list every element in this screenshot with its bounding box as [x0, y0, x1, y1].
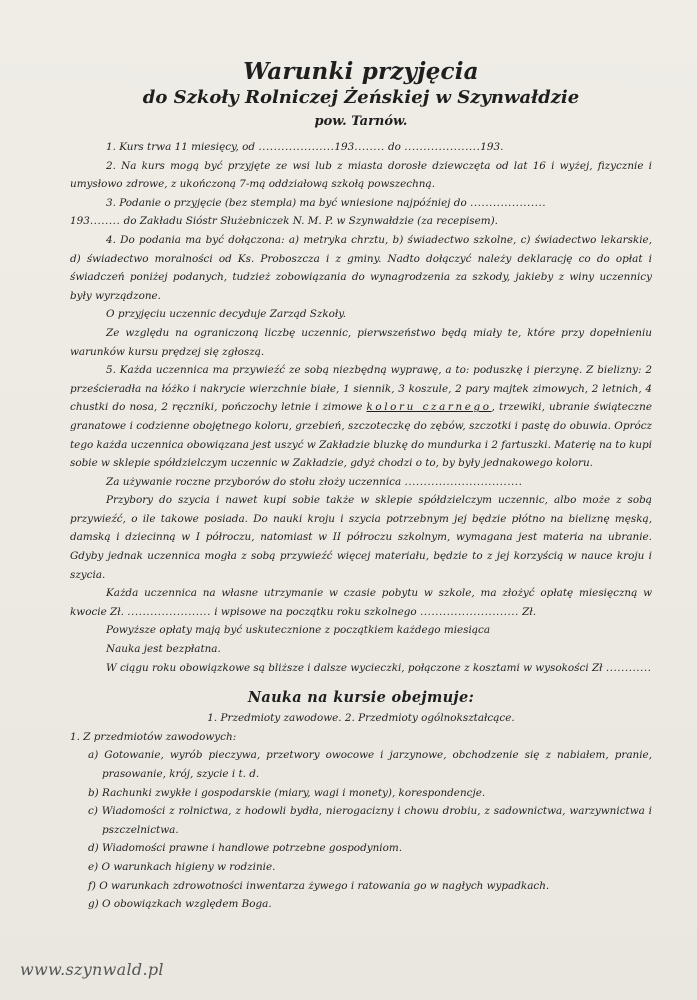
list-item: c) Wiadomości z rolnictwa, z hodowli bydła, nierogacizny i chowu drobiu, z sadownictwa, warzywnictwa i pszczelnictwa.: [88, 805, 652, 836]
list-heading: 1. Z przedmiotów zawodowych:: [70, 730, 237, 743]
paragraph-sewing: Przybory do szycia i nawet kupi sobie także w sklepie spółdzielczym uczennic, albo może z sobą przywieźć, o ile takowe posiada. Do nauki kroju i szycia potrzebnym jej będzie płótno na bieliznę męską, damską i dziecinną w I półroczu, natomiast w II półroczu szkolnym, wymagana jest materia na ubranie. Gdyby jednak uczennica mogła z sobą przywieźć więcej materiału, będzie to z jej korzyścią w nauce kroju i szycia.: [70, 494, 652, 581]
p7-text-a: 5. Każda uczennica ma przywieźć ze sobą niezbędną wyprawę, a to: poduszkę i pierzynę. Z bielizny: 2 prześcieradła na łóżko i nakrycie wierzchnie białe, 1 siennik, 3 koszule, 2 pary majtek zimowych, 2 letnich, 4 chustki do nosa, 2 ręczniki, pończochy letnie i zimowe: [70, 364, 652, 414]
list-item: g) O obowiązkach względem Boga.: [88, 898, 272, 911]
paragraph-equipment: [70, 361, 652, 473]
document-body: [70, 58, 652, 914]
conditions-text: [70, 138, 652, 914]
paragraph-payment-timing: Powyższe opłaty mają być uskutecznione z początkiem każdego miesiąca: [106, 624, 491, 637]
watermark: www.szynwald.pl: [20, 960, 164, 979]
paragraph-cutlery-fee: [70, 473, 652, 492]
blank-dots: ......................: [127, 605, 211, 618]
paragraph-fees: [70, 584, 652, 621]
blank-dots: ........: [89, 215, 121, 228]
blank-dots: ....................: [404, 141, 481, 153]
p3-text-c: do Zakładu Sióstr Służebniczek N. M. P. w Szynwałdzie (za recepisem).: [120, 215, 498, 228]
blank-dots: ........: [354, 141, 385, 153]
paragraph-priority: Ze względu na ograniczoną liczbę uczennic, pierwszeństwo będą miały te, które przy dopełnieniu warunków kursu prędzej się zgłoszą.: [70, 326, 652, 358]
blank-dots: ............: [605, 661, 652, 674]
paragraph-trips: [70, 659, 652, 678]
p7-text-c: , trzewiki, ubranie świąteczne granatowe i codzienne obojętnego koloru, grzebień, szczoteczkę do zębów, szczotki i pastę do obuwia. Oprócz tego każda uczennica obowiązana jest uszyć w Zakładzie bluzkę do mundurka i 2 fartuszki. Materię na to kupi sobie w sklepie spółdzielczym uczennic w Zakładzie, gdyż chodzi o to, by były jednakowego koloru.: [70, 401, 652, 470]
blank-dots: ....................: [470, 196, 547, 209]
p1-text-e: .: [500, 141, 504, 153]
p1-year: 193: [480, 141, 501, 153]
paragraph-free-tuition: Nauka jest bezpłatna.: [106, 643, 221, 656]
p3-text-a: 3. Podanie o przyjęcie (bez stempla) ma być wniesione najpóźniej do: [106, 196, 471, 209]
list-item: b) Rachunki zwykłe i gospodarskie (miary, wagi i monety), korespondencje.: [88, 786, 486, 799]
p8-text-a: Za używanie roczne przyborów do stołu złoży uczennica: [106, 475, 405, 488]
list-item: a) Gotowanie, wyrób pieczywa, przetwory owocowe i jarzynowe, obchodzenie się z nabiałem, pranie, prasowanie, krój, szycie i t. d.: [88, 749, 652, 780]
p7-emphasis-color: koloru czarnego: [366, 401, 492, 414]
document-district: pow. Tarnów.: [314, 114, 408, 129]
p10-text-a: Każda uczennica na własne utrzymanie w czasie pobytu w szkole, ma złożyć opłatę miesięczną w kwocie Zł.: [70, 587, 652, 618]
p3-year: 193: [70, 215, 90, 228]
paragraph-application: [70, 194, 652, 231]
blank-dots: ....................: [258, 141, 335, 153]
p1-text-a: 1. Kurs trwa 11 miesięcy, od: [106, 141, 259, 153]
paragraph-attachments: 4. Do podania ma być dołączona: a) metryka chrztu, b) świadectwo szkolne, c) świadectwo lekarskie, d) świadectwo moralności od Ks. Proboszcza i z gminy. Nadto dołączyć należy deklarację co do opłat i świadczeń poniżej podanych, tudzież zobowiązania do wynagrodzenia za szkody, jakieby z winy uczennicy były wyrządzone.: [70, 233, 652, 302]
document-subtitle: do Szkoły Rolniczej Żeńskiej w Szynwałdzie: [142, 87, 580, 108]
p10-text-b: i wpisowe na początku roku szkolnego: [210, 605, 420, 618]
blank-dots: ...............................: [404, 475, 523, 488]
p1-text-c: do: [384, 141, 405, 153]
section-subtitle: 1. Przedmioty zawodowe. 2. Przedmioty ogólnokształcące.: [207, 712, 515, 725]
section-title: Nauka na kursie obejmuje:: [247, 689, 475, 707]
list-item: e) O warunkach higieny w rodzinie.: [88, 860, 276, 873]
list-item: f) O warunkach zdrowotności inwentarza żywego i ratowania go w nagłych wypadkach.: [88, 879, 550, 892]
p13-text-a: W ciągu roku obowiązkowe są bliższe i dalsze wycieczki, połączone z kosztami w wysokości Zł: [106, 661, 606, 674]
paragraph-decision: O przyjęciu uczennic decyduje Zarząd Szkoły.: [106, 308, 347, 321]
p1-year: 193: [334, 141, 355, 153]
paragraph-admission-age: 2. Na kurs mogą być przyjęte ze wsi lub z miasta dorosłe dziewczęta od lat 16 i wyżej, fizycznie i umysłowo zdrowe, z ukończoną 7-mą oddziałową szkołą powszechną.: [70, 159, 652, 191]
blank-dots: ..........................: [419, 605, 519, 618]
list-item: d) Wiadomości prawne i handlowe potrzebne gospodyniom.: [88, 842, 403, 855]
paragraph-course-duration: [70, 138, 652, 157]
document-title: Warunki przyjęcia: [243, 58, 479, 85]
p10-text-c: Zł.: [518, 605, 537, 618]
